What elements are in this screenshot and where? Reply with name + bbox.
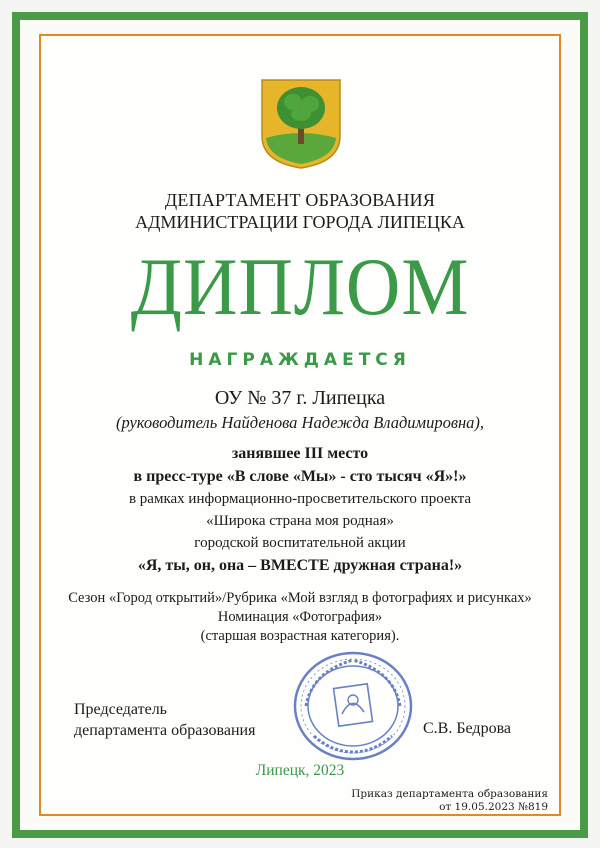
action-text: городской воспитательной акции bbox=[194, 535, 406, 551]
order-reference bbox=[351, 788, 548, 814]
nomination-text: Номинация «Фотография» bbox=[217, 609, 383, 625]
order-line-1: Приказ департамента образования bbox=[351, 788, 548, 800]
place-text: занявшее III место bbox=[231, 445, 369, 462]
recipient-name: ОУ № 37 г. Липецка bbox=[214, 387, 386, 409]
signatory-role-line-1: Председатель bbox=[74, 701, 167, 718]
recipient-leader: (руководитель Найденова Надежда Владимировна), bbox=[115, 413, 485, 432]
age-category-text: (старшая возрастная категория). bbox=[200, 628, 400, 644]
department-line-2: АДМИНИСТРАЦИИ ГОРОДА ЛИПЕЦКА bbox=[135, 212, 465, 232]
season-rubric-text: Сезон «Город открытий»/Рубрика «Мой взгляд в фотографиях и рисунках» bbox=[68, 590, 532, 606]
city-year: Липецк, 2023 bbox=[255, 762, 345, 779]
official-seal-icon bbox=[292, 650, 414, 762]
signatory-name: С.В. Бедрова bbox=[423, 720, 512, 737]
department-line-1: ДЕПАРТАМЕНТ ОБРАЗОВАНИЯ bbox=[164, 190, 436, 210]
signatory-role bbox=[74, 699, 255, 741]
project-name-text: «Широка страна моя родная» bbox=[206, 513, 394, 529]
press-tour-text: в пресс-туре «В слове «Мы» - сто тысяч «Я»!» bbox=[133, 468, 467, 485]
awarded-heading: НАГРАЖДАЕТСЯ bbox=[189, 350, 411, 370]
project-text: в рамках информационно-просветительского проекта bbox=[128, 491, 472, 507]
coat-of-arms-icon bbox=[260, 78, 342, 170]
action-name-text: «Я, ты, он, она – ВМЕСТЕ дружная страна!» bbox=[137, 557, 463, 574]
signatory-role-line-2: департамента образования bbox=[74, 722, 256, 739]
order-line-2: от 19.05.2023 №819 bbox=[439, 801, 548, 813]
diploma-title: ДИПЛОМ bbox=[130, 241, 470, 332]
